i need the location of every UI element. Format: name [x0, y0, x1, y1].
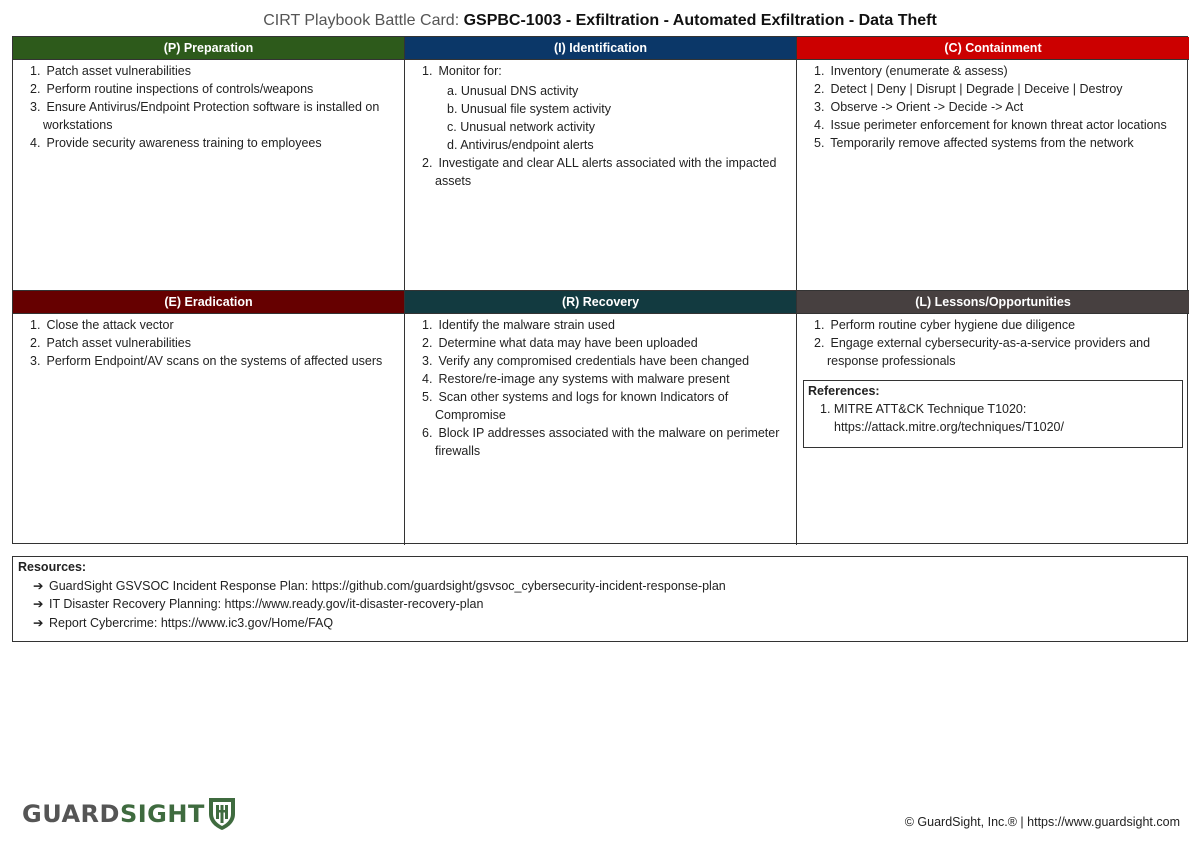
lessons-section [797, 291, 1189, 545]
identification-list-2 [405, 154, 796, 190]
list-item: 5. Temporarily remove affected systems from the network [814, 136, 1134, 150]
list-item: 3. Perform Endpoint/AV scans on the systems of affected users [30, 354, 383, 368]
identification-section [405, 37, 797, 291]
list-item: 2. Engage external cybersecurity-as-a-service providers and response professionals [814, 336, 1151, 368]
preparation-list [13, 60, 404, 152]
title-bold: GSPBC-1003 - Exfiltration - Automated Exfiltration - Data Theft [463, 12, 937, 29]
logo-text-sight: SIGHT [119, 800, 205, 828]
list-item: 1. Close the attack vector [30, 318, 174, 332]
list-item: 3. Ensure Antivirus/Endpoint Protection software is installed on workstations [30, 100, 380, 132]
containment-section [797, 37, 1189, 291]
arrow-icon: ➔ [33, 578, 44, 593]
resource-item[interactable]: ➔ IT Disaster Recovery Planning: https://www.ready.gov/it-disaster-recovery-plan [18, 595, 1182, 614]
shield-icon [207, 796, 237, 832]
list-item: 6. Block IP addresses associated with the malware on perimeter firewalls [422, 426, 780, 458]
guardsight-logo [22, 794, 237, 834]
title-prefix: CIRT Playbook Battle Card: [263, 12, 464, 29]
battle-card-grid [12, 36, 1188, 544]
list-item: 3. Verify any compromised credentials have been changed [422, 354, 750, 368]
resources-title: Resources: [18, 560, 87, 574]
resource-item[interactable]: ➔ Report Cybercrime: https://www.ic3.gov/Home/FAQ [18, 614, 1182, 633]
logo-text-guard: GUARD [22, 800, 120, 828]
list-item: 1. Identify the malware strain used [422, 318, 615, 332]
identification-header: (I) Identification [405, 37, 796, 60]
identification-sublist [405, 80, 796, 154]
references-title: References: [808, 384, 880, 398]
list-item: 2. Patch asset vulnerabilities [30, 336, 192, 350]
arrow-icon: ➔ [33, 597, 44, 611]
list-item: 2. Perform routine inspections of controls/weapons [30, 82, 314, 96]
resources-box [12, 556, 1188, 642]
list-item: 1. Monitor for: [422, 64, 502, 78]
sub-list-item: d. Antivirus/endpoint alerts [447, 138, 594, 152]
list-item: 1. Inventory (enumerate & assess) [814, 64, 1008, 78]
list-item: 1. Perform routine cyber hygiene due diligence [814, 318, 1076, 332]
preparation-section [13, 37, 405, 291]
reference-item: 1. MITRE ATT&CK Technique T1020: [820, 402, 1027, 416]
list-item: 4. Provide security awareness training to employees [30, 136, 322, 150]
eradication-section [13, 291, 405, 545]
list-item: 2. Investigate and clear ALL alerts associated with the impacted assets [422, 156, 777, 188]
eradication-list [13, 314, 404, 370]
footer-copyright: © GuardSight, Inc.® | https://www.guardsight.com [904, 815, 1180, 829]
recovery-header: (R) Recovery [405, 291, 796, 314]
sub-list-item: c. Unusual network activity [447, 120, 595, 134]
list-item: 4. Restore/re-image any systems with malware present [422, 372, 730, 386]
lessons-header: (L) Lessons/Opportunities [797, 291, 1189, 314]
recovery-list [405, 314, 796, 460]
containment-header: (C) Containment [797, 37, 1189, 60]
recovery-section [405, 291, 797, 545]
sub-list-item: a. Unusual DNS activity [447, 84, 579, 98]
resource-item[interactable]: ➔ GuardSight GSVSOC Incident Response Plan: https://github.com/guardsight/gsvsoc_cybersecurity-incident-response-plan [18, 577, 1182, 596]
page-title [0, 12, 1200, 30]
reference-link[interactable]: https://attack.mitre.org/techniques/T1020/ [834, 420, 1064, 434]
arrow-icon: ➔ [33, 615, 44, 630]
references-box [803, 380, 1183, 448]
list-item: 2. Determine what data may have been uploaded [422, 336, 698, 350]
containment-list [797, 60, 1189, 152]
lessons-list [797, 314, 1189, 370]
list-item: 4. Issue perimeter enforcement for known threat actor locations [814, 118, 1167, 132]
identification-list [405, 60, 796, 80]
list-item: 1. Patch asset vulnerabilities [30, 64, 192, 78]
preparation-header: (P) Preparation [13, 37, 404, 60]
list-item: 3. Observe -> Orient -> Decide -> Act [814, 100, 1024, 114]
eradication-header: (E) Eradication [13, 291, 404, 314]
list-item: 2. Detect | Deny | Disrupt | Degrade | Deceive | Destroy [814, 82, 1123, 96]
sub-list-item: b. Unusual file system activity [447, 102, 611, 116]
list-item: 5. Scan other systems and logs for known Indicators of Compromise [422, 390, 729, 422]
